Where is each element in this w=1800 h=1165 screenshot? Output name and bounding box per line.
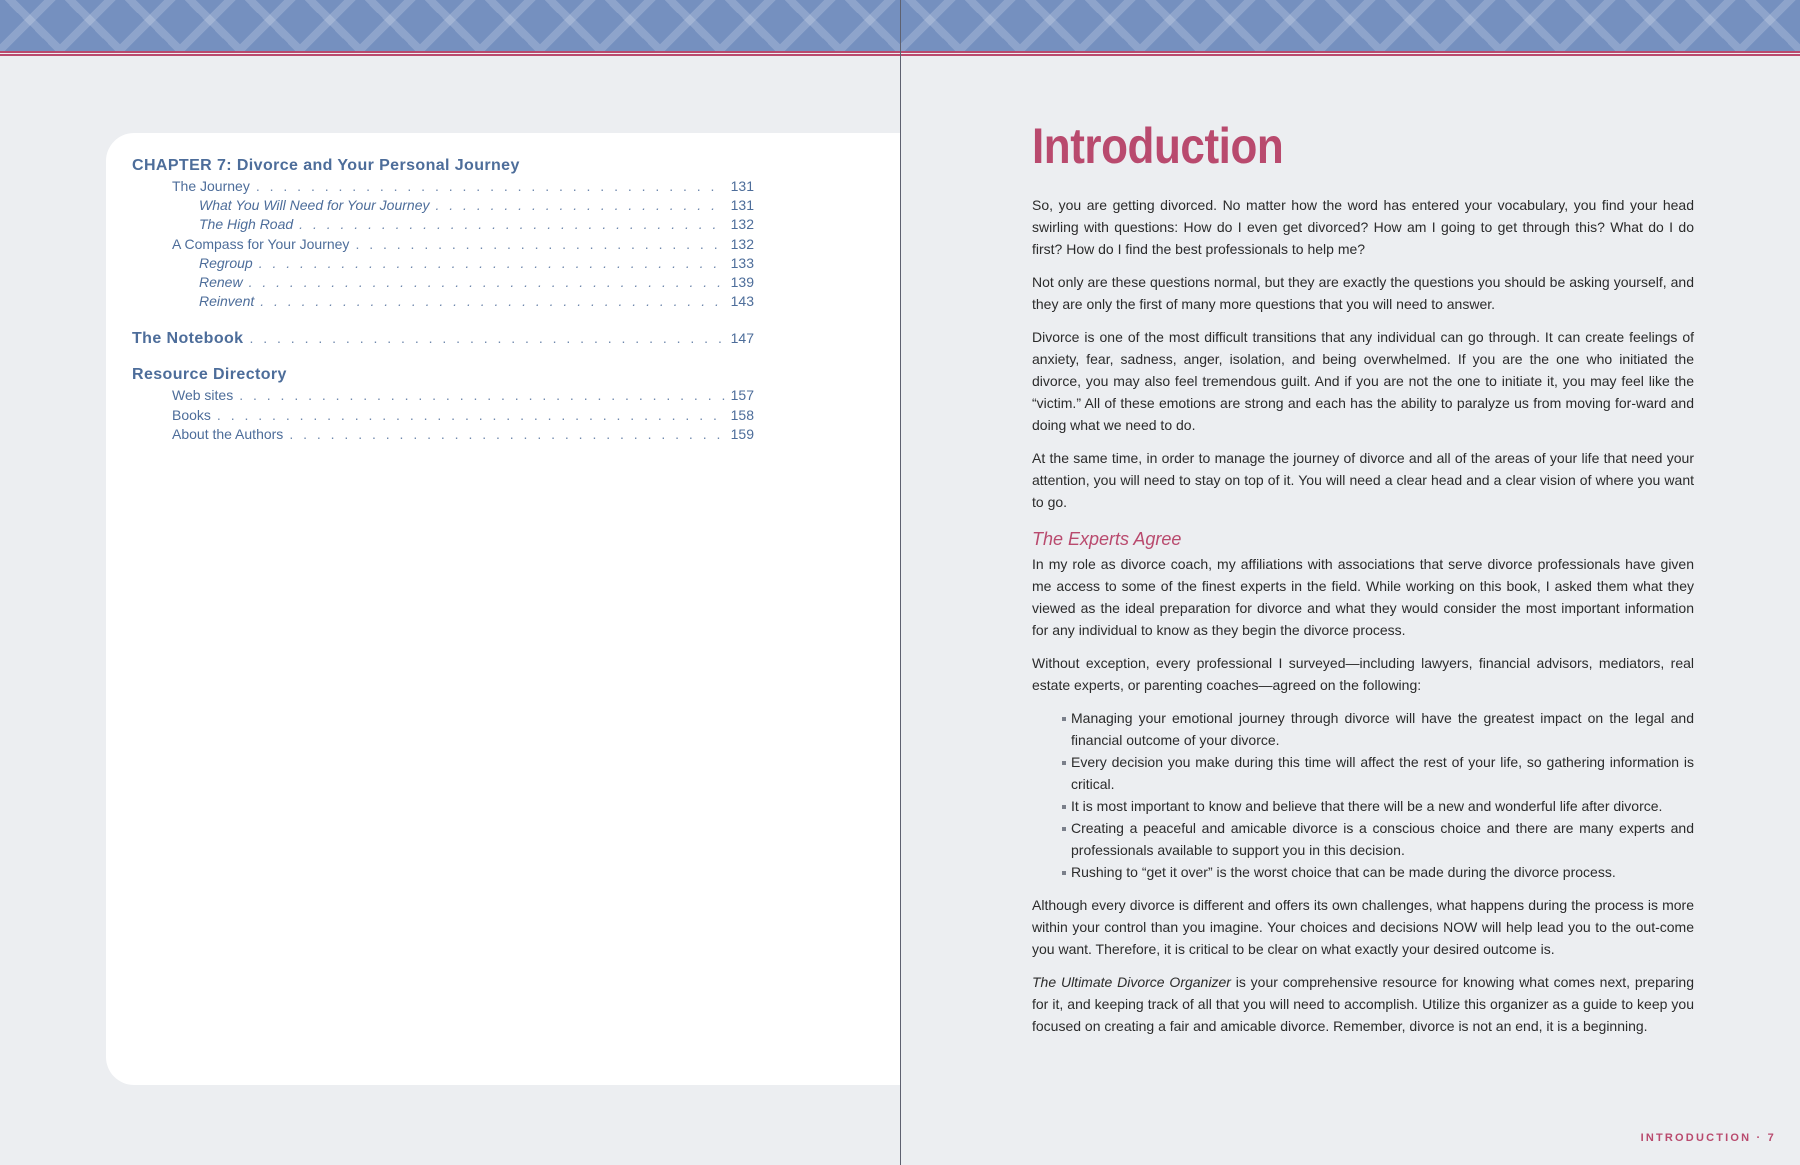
body-paragraph: So, you are getting divorced. No matter how the word has entered your vocabulary, you find your head swirling with questions: How do I even get divorced? How am I going to get through this? What do I do first? How do I find the best professionals to help me? — [1032, 197, 1694, 257]
dot-leader — [249, 327, 724, 349]
dot-leader — [217, 406, 725, 425]
bullet-list — [1062, 707, 1694, 883]
toc-entry-page: 157 — [730, 387, 754, 404]
book-title: The Ultimate Divorce Organizer — [1032, 974, 1231, 990]
dot-leader — [249, 273, 725, 292]
dot-leader — [435, 196, 724, 215]
toc-entry-label: Reinvent — [199, 293, 255, 310]
toc-entry-page: 147 — [730, 330, 754, 347]
dot-leader — [239, 386, 724, 405]
bullet-item: Every decision you make during this time will affect the rest of your life, so gathering information is critical. — [1062, 751, 1694, 795]
table-of-contents — [132, 155, 754, 444]
toc-entry-page: 143 — [730, 293, 754, 310]
toc-entry[interactable] — [132, 386, 754, 405]
toc-entry-page: 131 — [730, 197, 754, 214]
page-spine — [900, 0, 901, 1165]
dot-leader — [256, 177, 725, 196]
toc-entry-page: 133 — [730, 254, 754, 271]
bullet-item: It is most important to know and believe that there will be a new and wonderful life after divorce. — [1062, 795, 1694, 817]
dot-leader — [259, 254, 725, 273]
toc-resources-heading: Resource Directory — [132, 366, 287, 384]
toc-entry-page: 131 — [730, 178, 754, 194]
bullet-item: Managing your emotional journey through divorce will have the greatest impact on the legal and financial outcome of your divorce. — [1062, 707, 1694, 751]
body-paragraph: Although every divorce is different and offers its own challenges, what happens during the process is more within your control than you imagine. Your choices and decisions NOW will help lead you to the out-come you want. Therefore, it is critical to be clear on what exactly your desired outcome is. — [1032, 897, 1694, 957]
toc-entry[interactable] — [132, 177, 754, 196]
toc-entry-page: 132 — [730, 216, 754, 233]
body-paragraph: Not only are these questions normal, but they are exactly the questions you should be asking yourself, and they are only the first of many more questions that you will need to answer. — [1032, 274, 1694, 312]
toc-entry[interactable] — [132, 196, 754, 215]
bullet-item: Rushing to “get it over” is the worst choice that can be made during the divorce process. — [1062, 861, 1694, 883]
body-paragraph: Divorce is one of the most difficult transitions that any individual can go through. It can create feelings of anxiety, fear, sadness, anger, isolation, and being overwhelmed. If you are the one who initiated the divorce, you may also feel tremendous guilt. And if you are not the one to initiate it, you may feel like the “victim.” All of these emotions are strong and each has the ability to paralyze us from moving for-ward and doing what we need to do. — [1032, 329, 1694, 433]
toc-chapter-heading: CHAPTER 7: Divorce and Your Personal Journey — [132, 157, 520, 174]
toc-entry-label: About the Authors — [172, 425, 284, 442]
toc-entry-label: Web sites — [172, 387, 234, 404]
toc-entry-label: The Journey — [172, 178, 250, 194]
paragraph-text: is your comprehensive resource for knowing what comes next, preparing for it, and keeping track of all that you will need to accomplish. Utilize this organizer as a guide to keep you focused on creating a fair and amicable divorce. Remember, divorce is not an end, it is a beginning. — [1032, 974, 1695, 1034]
toc-entry[interactable] — [132, 425, 754, 444]
toc-entry[interactable] — [132, 254, 754, 273]
toc-entry[interactable] — [132, 215, 754, 234]
toc-entry-notebook[interactable] — [132, 327, 754, 350]
section-subheading: The Experts Agree — [1032, 529, 1182, 549]
toc-entry[interactable] — [132, 406, 754, 425]
dot-leader — [355, 235, 724, 254]
toc-entry[interactable] — [132, 292, 754, 311]
body-paragraph: Without exception, every professional I surveyed—including lawyers, financial advisors, mediators, real estate experts, or parenting coaches—agreed on the following: — [1032, 655, 1694, 693]
bullet-item: Creating a peaceful and amicable divorce is a conscious choice and there are many experts and professionals available to support you in this decision. — [1062, 817, 1694, 861]
toc-entry[interactable] — [132, 235, 754, 254]
body-paragraph: In my role as divorce coach, my affiliations with associations that serve divorce professionals have given me access to some of the finest experts in the field. While working on this book, I asked them what they viewed as the ideal preparation for divorce and what they would consider the most important information for any individual to know as they begin the divorce process. — [1032, 556, 1694, 638]
body-paragraph: At the same time, in order to manage the journey of divorce and all of the areas of your life that need your attention, you will need to stay on top of it. You will need a clear head and a clear vision of where you want to go. — [1032, 450, 1694, 510]
introduction-section — [1032, 116, 1694, 1048]
dot-leader — [289, 425, 724, 444]
toc-entry-label: What You Will Need for Your Journey — [199, 197, 430, 214]
toc-entry-page: 159 — [730, 425, 754, 442]
toc-entry[interactable] — [132, 273, 754, 292]
page-title: Introduction — [1032, 118, 1284, 174]
toc-entry-label: A Compass for Your Journey — [172, 235, 350, 252]
toc-entry-label: Books — [172, 406, 211, 423]
dot-leader — [260, 292, 724, 311]
toc-entry-label: The Notebook — [132, 330, 244, 348]
page-folio: INTRODUCTION · 7 — [1640, 1132, 1776, 1144]
toc-entry-label: The High Road — [199, 216, 294, 233]
toc-entry-label: Regroup — [199, 254, 253, 271]
toc-entry-page: 158 — [730, 406, 754, 423]
toc-entry-page: 139 — [730, 274, 754, 291]
dot-leader — [299, 215, 724, 234]
toc-entry-page: 132 — [730, 235, 754, 252]
body-paragraph — [1032, 971, 1694, 1037]
toc-entry-label: Renew — [199, 274, 243, 291]
